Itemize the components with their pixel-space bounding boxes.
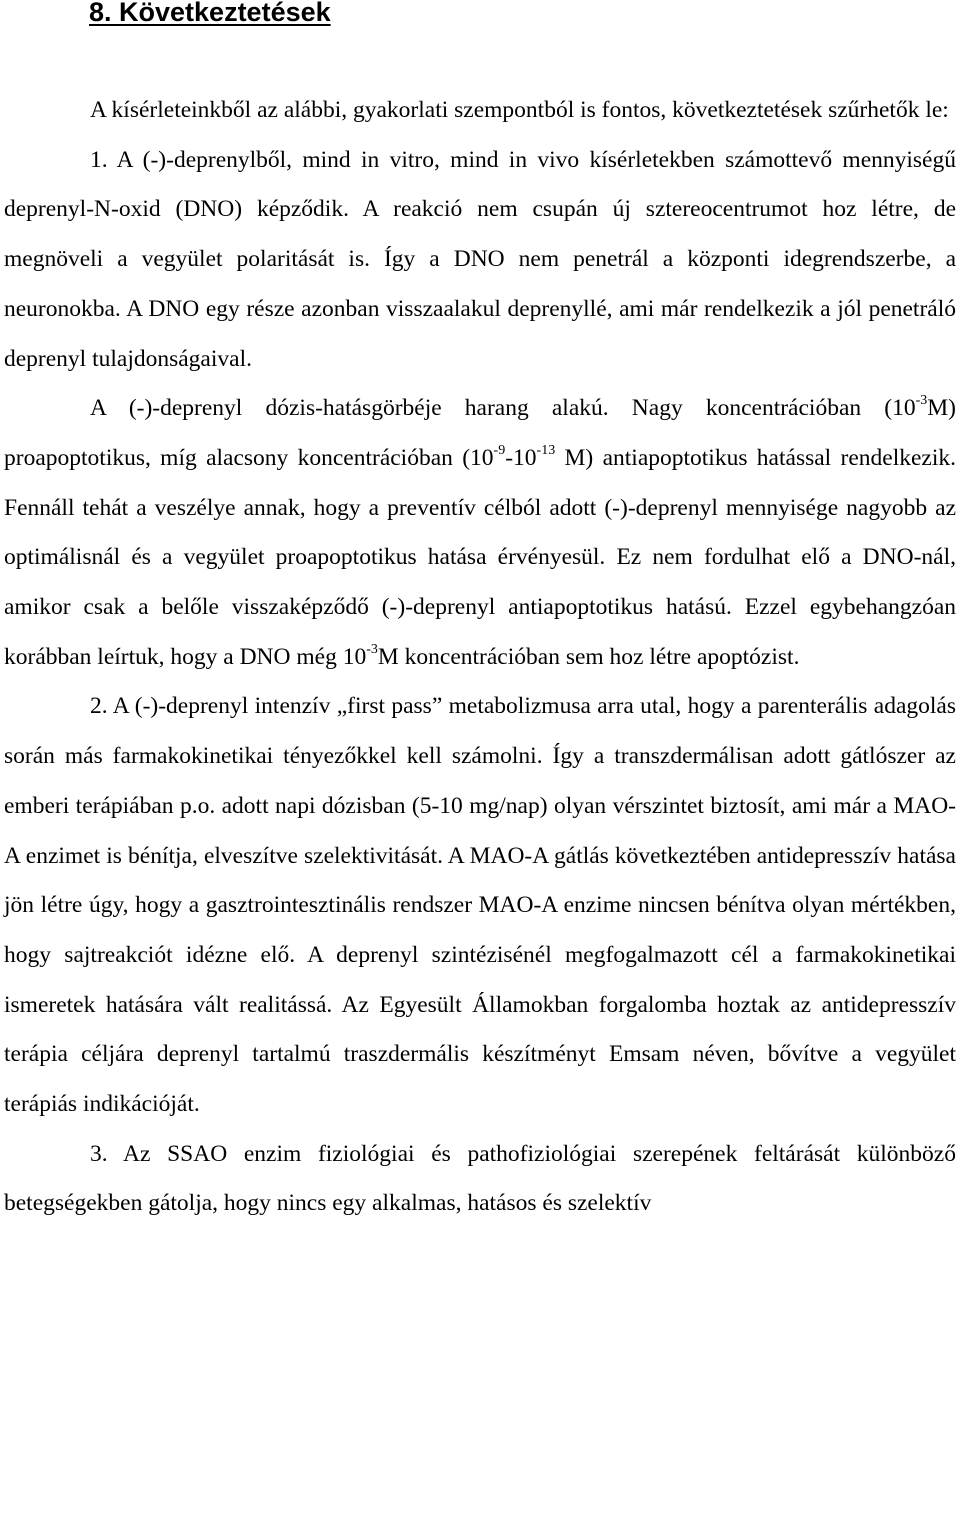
- paragraph-text: M koncentrációban sem hoz létre apoptózist.: [377, 643, 800, 670]
- superscript-exponent: -3: [915, 393, 928, 409]
- paragraph-text: A (-)-deprenyl dózis-hatásgörbéje harang alakú. Nagy koncentrációban (10: [90, 395, 916, 422]
- section-heading: 8. Következtetések: [89, 0, 331, 27]
- paragraph-text: 1. A (-)-deprenylből, mind in vitro, mind in vivo kísérletekben számottevő mennyiségű deprenyl-N-oxid (DNO) képződik. A reakció nem csupán új sztereocentrumot hoz létre, de megnöveli a vegyület polaritását is. Így a DNO nem penetrál a központi idegrendszerbe, a neuronokba. A DNO egy része azonban visszaalakul deprenyllé, ami már rendelkezik a jól penetráló deprenyl tulajdonságaival.: [4, 146, 956, 372]
- paragraph-text: -10: [505, 444, 537, 471]
- superscript-exponent: -3: [366, 641, 378, 657]
- superscript-exponent: -9: [493, 442, 506, 458]
- paragraph-text: A kísérleteinkből az alábbi, gyakorlati szempontból is fontos, következtetések szűrhetők le:: [90, 97, 949, 123]
- paragraph-text: M) antiapoptotikus hatással rendelkezik. Fennáll tehát a veszélye annak, hogy a preventív célból adott (-)-deprenyl mennyisége nagyobb az optimálisnál és a vegyület proapoptotikus hatása érvényesül. Ez nem fordulhat elő a DNO-nál, amikor csak a belőle visszaképződő (-)-deprenyl antiapoptotikus hatású. Ezzel egybehangzóan korábban leírtuk, hogy a DNO még 10: [4, 444, 957, 670]
- superscript-exponent: -13: [536, 442, 556, 458]
- paragraph: [4, 384, 956, 682]
- paragraph: [4, 86, 956, 136]
- body-text: [4, 86, 956, 1229]
- paragraph: [4, 1130, 956, 1229]
- paragraph: [4, 682, 956, 1129]
- paragraph: [4, 136, 956, 385]
- paragraph-text: 3. Az SSAO enzim fiziológiai és pathofiziológiai szerepének feltárását különböző betegségekben gátolja, hogy nincs egy alkalmas, hatásos és szelektív: [4, 1140, 956, 1217]
- paragraph-text: M) proapoptotikus, míg alacsony koncentrációban (10: [4, 395, 956, 471]
- paragraph-text: 2. A (-)-deprenyl intenzív „first pass” metabolizmusa arra utal, hogy a parenterális adagolás során más farmakokinetikai tényezőkkel kell számolni. Így a transzdermálisan adott gátlószer az emberi terápiában p.o. adott napi dózisban (5-10 mg/nap) olyan vérszintet biztosít, ami már a MAO-A enzimet is bénítja, elveszítve szelektivitását. A MAO-A gátlás következtében antidepresszív hatása jön létre úgy, hogy a gasztrointesztinális rendszer MAO-A enzime nincsen bénítva olyan mértékben, hogy sajtreakciót idézne elő. A deprenyl szintézisénél megfogalmazott cél a farmakokinetikai ismeretek hatására vált realitássá. Az Egyesült Államokban forgalomba hoztak az antidepresszív terápia céljára deprenyl tartalmú traszdermális készítményt Emsam néven, bővítve a vegyület terápiás indikációját.: [4, 693, 956, 1118]
